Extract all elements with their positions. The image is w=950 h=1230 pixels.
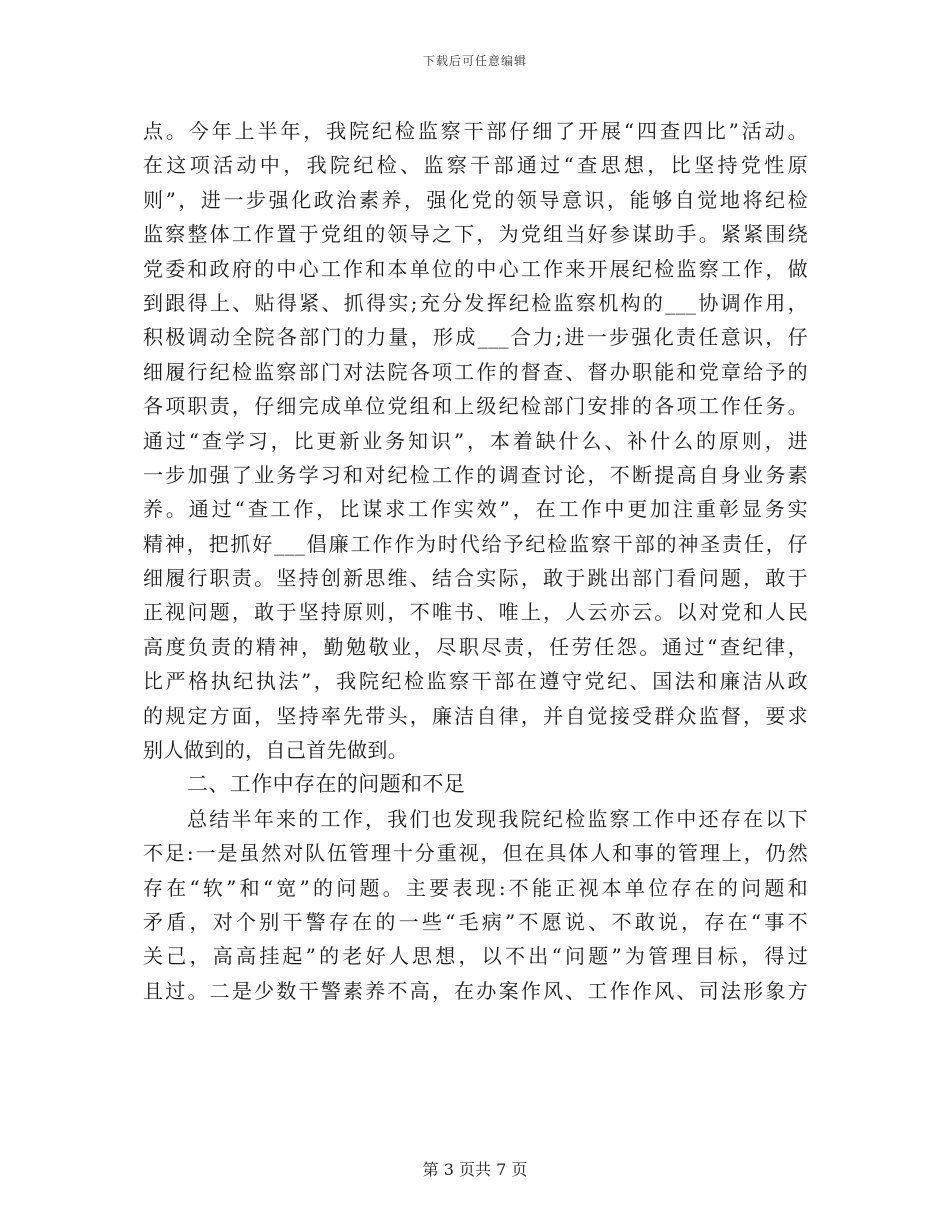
body-line: 精神，把抓好___倡廉工作作为时代给予纪检监察干部的神圣责任，仔 — [143, 531, 808, 556]
body-line: 党委和政府的中心工作和本单位的中心工作来开展纪检监察工作，做 — [143, 256, 808, 281]
body-line: 的规定方面，坚持率先带头，廉洁自律，并自觉接受群众监督，要求 — [143, 703, 808, 728]
body-line: 总结半年来的工作，我们也发现我院纪检监察工作中还存在以下 — [187, 806, 808, 831]
body-line: 一步加强了业务学习和对纪检工作的调查讨论，不断提高自身业务素 — [143, 462, 808, 487]
body-line: 细履行纪检监察部门对法院各项工作的督查、督办职能和党章给予的 — [143, 359, 808, 384]
body-line: 养。通过“查工作，比谋求工作实效”，在工作中更加注重彰显务实 — [143, 497, 808, 522]
body-line: 点。今年上半年，我院纪检监察干部仔细了开展“四查四比”活动。 — [143, 119, 808, 143]
body-line: 且过。二是少数干警素养不高，在办案作风、工作作风、司法形象方 — [143, 978, 808, 1003]
document-body — [143, 114, 808, 1008]
body-line: 在这项活动中，我院纪检、监察干部通过“查思想，比坚持党性原 — [143, 153, 808, 178]
body-line: 各项职责，仔细完成单位党组和上级纪检部门安排的各项工作任务。 — [143, 394, 808, 419]
section-heading: 二、工作中存在的问题和不足 — [187, 772, 466, 797]
body-line: 别人做到的，自己首先做到。 — [143, 738, 409, 763]
body-line: 细履行职责。坚持创新思维、结合实际，敢于跳出部门看问题，敢于 — [143, 566, 808, 591]
body-line: 则”，进一步强化政治素养，强化党的领导意识，能够自觉地将纪检 — [143, 187, 808, 212]
body-line: 关己，高高挂起”的老好人思想，以不出“问题”为管理目标，得过 — [143, 944, 808, 969]
body-line: 高度负责的精神，勤勉敬业，尽职尽责，任劳任怨。通过“查纪律， — [143, 634, 808, 659]
body-line: 通过“查学习，比更新业务知识”，本着缺什么、补什么的原则，进 — [143, 428, 808, 453]
body-line: 正视问题，敢于坚持原则，不唯书、唯上，人云亦云。以对党和人民 — [143, 600, 808, 625]
page-number: 第 3 页共 7 页 — [422, 1160, 528, 1179]
body-line: 不足:一是虽然对队伍管理十分重视，但在具体人和事的管理上，仍然 — [143, 841, 808, 866]
page-header-note: 下载后可任意编辑 — [422, 54, 527, 68]
body-line: 矛盾，对个别干警存在的一些“毛病”不愿说、不敢说，存在“事不 — [143, 909, 808, 934]
body-line: 到跟得上、贴得紧、抓得实;充分发挥纪检监察机构的___协调作用， — [143, 290, 808, 315]
body-line: 存在“软”和“宽”的问题。主要表现:不能正视本单位存在的问题和 — [143, 875, 808, 900]
body-line: 比严格执纪执法”，我院纪检监察干部在遵守党纪、国法和廉洁从政 — [143, 669, 808, 694]
body-line: 积极调动全院各部门的力量，形成___合力;进一步强化责任意识，仔 — [143, 325, 808, 350]
body-line: 监察整体工作置于党组的领导之下，为党组当好参谋助手。紧紧围绕 — [143, 222, 808, 247]
